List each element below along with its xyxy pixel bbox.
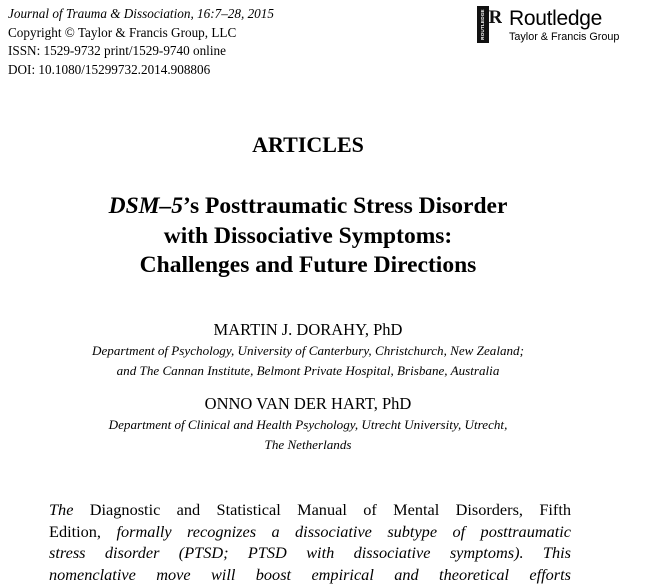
affiliation-line: Department of Psychology, University of Canterbury, Christchurch, New Zealand; [92,343,524,358]
article-title [0,192,616,281]
title-line-1 [0,192,616,222]
publisher-logo [477,6,645,46]
svg-text:ROUTLEDGE: ROUTLEDGE [480,9,486,40]
affiliation-line: and The Cannan Institute, Belmont Private Hospital, Brisbane, Australia [116,363,500,378]
title-line-1-rest: ’s Posttraumatic Stress Disorder [183,193,508,219]
publisher-group: Taylor & Francis Group [509,31,620,43]
abstract-line-1-rest: Diagnostic and Statistical Manual of Mental Disorders, Fifth [73,500,571,519]
issn-line: ISSN: 1529-9732 print/1529-9740 online [8,43,226,59]
author-affiliation [0,341,616,381]
author-name: MARTIN J. DORAHY, PhD [213,320,403,339]
doi-line: DOI: 10.1080/15299732.2014.908806 [8,61,211,77]
abstract-the: The [49,500,74,519]
journal-info [8,5,274,79]
abstract [49,499,571,585]
copyright-line: Copyright © Taylor & Francis Group, LLC [8,24,237,40]
affiliation-line: The Netherlands [264,437,352,452]
author-name: ONNO VAN DER HART, PhD [204,394,412,413]
abstract-line [49,521,571,543]
title-line-2: with Dissociative Symptoms: [163,222,453,249]
abstract-line-2-plain: Edition, [49,521,117,541]
section-heading: ARTICLES [252,132,364,157]
affiliation-line: Department of Clinical and Health Psychology, Utrecht University, Utrecht, [108,417,508,432]
abstract-line: stress disorder (PTSD; PTSD with dissociative symptoms). This [49,543,571,562]
title-dsm5: DSM–5 [108,193,184,219]
abstract-line-2-italic: formally recognizes a dissociative subtype of posttraumatic [116,521,572,541]
routledge-r-icon [477,6,502,43]
journal-citation: Journal of Trauma & Dissociation, 16:7–28, 2015 [8,6,274,21]
author-affiliation [0,415,616,455]
title-line-3: Challenges and Future Directions [139,252,477,278]
abstract-line [49,499,571,521]
publisher-name: Routledge [509,7,603,30]
svg-text:R: R [488,7,502,28]
abstract-line: nomenclative move will boost empirical and theoretical efforts [49,564,571,584]
